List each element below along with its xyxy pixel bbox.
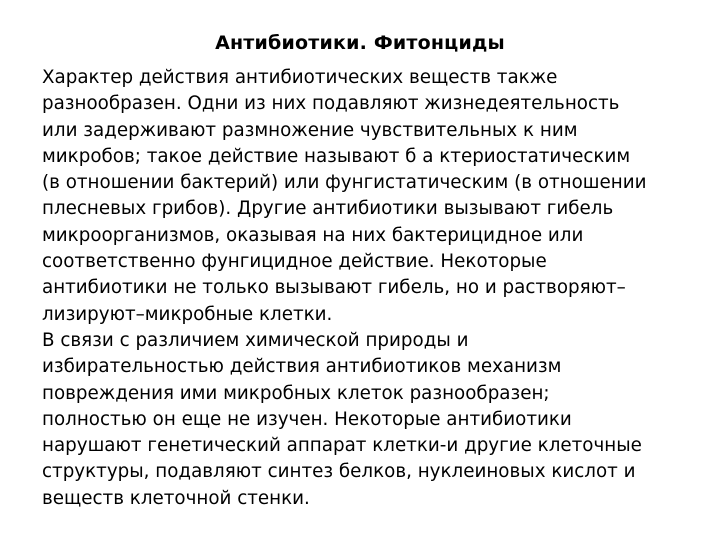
text-line: Характер действия антибиотических веществ также: [42, 67, 558, 88]
text-line: веществ клеточной стенки.: [42, 487, 310, 509]
text-line: плесневых грибов). Другие антибиотики вызывают гибель: [42, 198, 614, 220]
text-line: микробов; такое действие называют б а ктериостатическим: [42, 145, 631, 167]
text-line: структуры, подавляют синтез белков, нуклеиновых кислот и: [42, 461, 636, 483]
text-line: или задерживают размножение чувствительных к ним: [42, 119, 578, 141]
body-text: [42, 65, 682, 512]
text-line: соответственно фунгицидное действие. Некоторые: [42, 251, 547, 273]
text-line: повреждения ими микробных клеток разнообразен;: [42, 382, 550, 404]
text-line: полностью он еще не изучен. Некоторые антибиотики: [42, 408, 572, 430]
text-line: антибиотики не только вызывают гибель, но и растворяют–: [42, 277, 626, 299]
slide-title: Антибиотики. Фитонциды: [215, 32, 505, 54]
text-line: (в отношении бактерий) или фунгистатическим (в отношении: [42, 172, 647, 194]
text-line: В связи с различием химической природы и: [42, 329, 469, 351]
text-line: избирательностью действия антибиотиков механизм: [42, 356, 562, 378]
text-line: микроорганизмов, оказывая на них бактерицидное или: [42, 224, 584, 246]
text-line: разнообразен. Одни из них подавляют жизнедеятельность: [42, 93, 620, 115]
text-line: нарушают генетический аппарат клетки-и другие клеточные: [42, 435, 642, 457]
text-line: лизируют–микробные клетки.: [42, 303, 333, 325]
